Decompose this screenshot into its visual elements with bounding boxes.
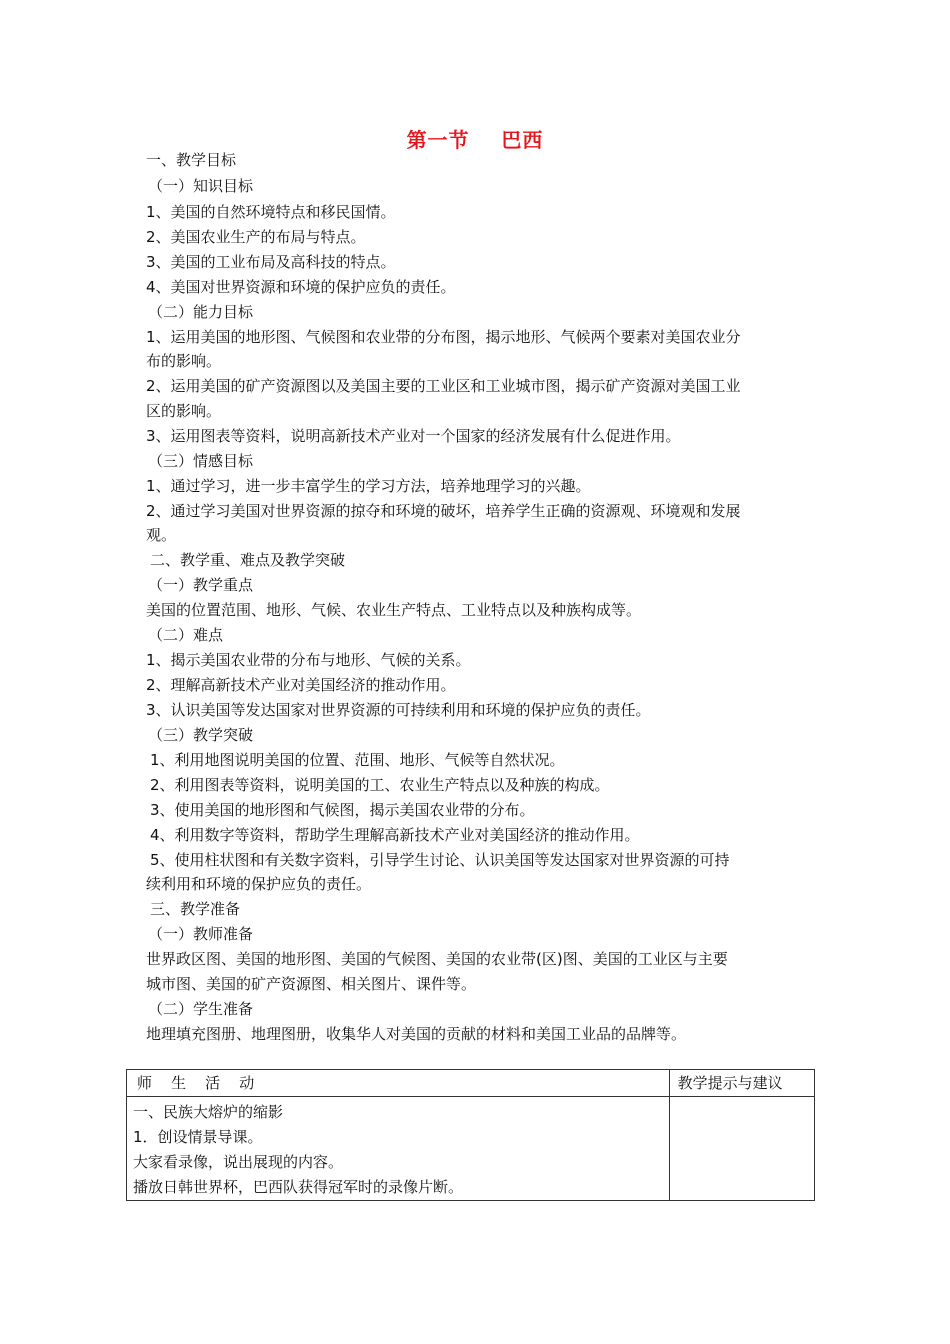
- text-line: 1、揭示美国农业带的分布与地形、气候的关系。: [146, 651, 471, 669]
- text-line: 3、认识美国等发达国家对世界资源的可持续利用和环境的保护应负的责任。: [146, 701, 651, 719]
- cell-line: 播放日韩世界杯，巴西队获得冠军时的录像片断。: [133, 1178, 464, 1196]
- text-line: 1、通过学习，进一步丰富学生的学习方法，培养地理学习的兴趣。: [146, 477, 591, 495]
- text-line: 布的影响。: [146, 352, 222, 370]
- activity-cell: [127, 1097, 670, 1201]
- text-line: 4、利用数字等资料，帮助学生理解高新技术产业对美国经济的推动作用。: [150, 826, 640, 844]
- text-line: 1、利用地图说明美国的位置、范围、地形、气候等自然状况。: [150, 751, 565, 769]
- text-line: （二）能力目标: [148, 303, 254, 321]
- text-line: 3、美国的工业布局及高科技的特点。: [146, 253, 396, 271]
- table-row: [127, 1097, 815, 1201]
- text-line: 1、运用美国的地形图、气候图和农业带的分布图，揭示地形、气候两个要素对美国农业分: [146, 328, 741, 346]
- cell-line: 1．创设情景导课。: [133, 1128, 263, 1146]
- text-line: 三、教学准备: [150, 900, 241, 918]
- cell-line: 一、民族大熔炉的缩影: [133, 1103, 284, 1121]
- text-line: 4、美国对世界资源和环境的保护应负的责任。: [146, 278, 456, 296]
- column-header-hints: 教学提示与建议: [669, 1070, 814, 1097]
- text-line: 观。: [146, 526, 177, 544]
- text-line: （二）难点: [148, 626, 224, 644]
- page-title: 第一节 巴西: [406, 128, 544, 152]
- text-line: （二）学生准备: [148, 1000, 254, 1018]
- text-line: 1、美国的自然环境特点和移民国情。: [146, 203, 396, 221]
- text-line: （一）教师准备: [148, 925, 254, 943]
- text-line: （三）教学突破: [148, 726, 254, 744]
- text-line: 2、美国农业生产的布局与特点。: [146, 228, 366, 246]
- text-line: 城市图、美国的矿产资源图、相关图片、课件等。: [146, 975, 477, 993]
- text-line: （一）知识目标: [148, 177, 254, 195]
- text-line: 地理填充图册、地理图册，收集华人对美国的贡献的材料和美国工业品的品牌等。: [146, 1025, 687, 1043]
- text-line: 二、教学重、难点及教学突破: [150, 551, 346, 569]
- text-line: 世界政区图、美国的地形图、美国的气候图、美国的农业带(区)图、美国的工业区与主要: [146, 950, 728, 968]
- text-line: 5、使用柱状图和有关数字资料，引导学生讨论、认识美国等发达国家对世界资源的可持: [150, 851, 730, 869]
- text-line: 2、利用图表等资料，说明美国的工、农业生产特点以及种族的构成。: [150, 776, 610, 794]
- activity-table: [126, 1069, 815, 1201]
- text-line: 美国的位置范围、地形、气候、农业生产特点、工业特点以及种族构成等。: [146, 601, 642, 619]
- text-line: 2、理解高新技术产业对美国经济的推动作用。: [146, 676, 456, 694]
- text-line: 区的影响。: [146, 402, 222, 420]
- text-line: 续利用和环境的保护应负的责任。: [146, 875, 372, 893]
- cell-line: 大家看录像，说出展现的内容。: [133, 1153, 344, 1171]
- text-line: （一）教学重点: [148, 576, 254, 594]
- text-line: 3、运用图表等资料，说明高新技术产业对一个国家的经济发展有什么促进作用。: [146, 427, 681, 445]
- text-line: 2、通过学习美国对世界资源的掠夺和环境的破坏，培养学生正确的资源观、环境观和发展: [146, 502, 741, 520]
- hint-cell: [669, 1097, 814, 1201]
- text-line: 2、运用美国的矿产资源图以及美国主要的工业区和工业城市图，揭示矿产资源对美国工业: [146, 377, 741, 395]
- text-line: 3、使用美国的地形图和气候图，揭示美国农业带的分布。: [150, 801, 535, 819]
- text-line: 一、教学目标: [146, 151, 237, 169]
- text-line: （三）情感目标: [148, 452, 254, 470]
- column-header-activities: 师 生 活 动: [127, 1070, 670, 1097]
- table-header-row: [127, 1070, 815, 1097]
